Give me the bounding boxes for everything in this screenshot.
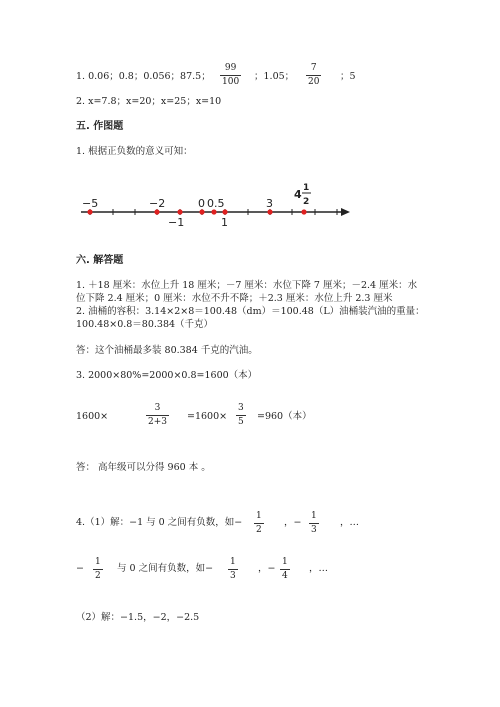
- answer-line-1-prefix: 1. 0.06；0.8；0.056；87.5；: [76, 71, 211, 82]
- fraction-1-2: [93, 557, 103, 582]
- section-heading-5: 五. 作图题: [76, 121, 124, 132]
- q4-line1-prefix: 4.（1）解：−1 与 0 之间有负数，如−: [76, 517, 243, 528]
- point-0-5: [211, 209, 216, 214]
- fraction-7-20: [306, 63, 321, 88]
- fraction-numerator: 1: [282, 557, 288, 567]
- answer-line-1-mid: ；1.05；: [254, 71, 295, 82]
- fraction-denominator: 2: [95, 571, 101, 581]
- calc-suffix: =960（本）: [257, 411, 312, 422]
- answer-line-2: 2. x=7.8；x=20；x=25；x=10: [76, 96, 222, 107]
- answer-6-2-line-2: 100.48×0.8＝80.384（千克）: [76, 319, 214, 330]
- question-5-1: 1. 根据正负数的意义可知：: [76, 146, 193, 157]
- fraction-3-5: [236, 403, 246, 428]
- fraction-1-3: [309, 511, 319, 536]
- section-heading-6: 六. 解答题: [76, 255, 124, 266]
- fraction-numerator: 1: [230, 557, 236, 567]
- answer-6-2-conclusion: 答：这个油桶最多装 80.384 千克的汽油。: [76, 345, 258, 356]
- point-4-5: [301, 209, 306, 214]
- point-neg1: [177, 209, 182, 214]
- point-neg2: [154, 209, 159, 214]
- q4-line3: （2）解：−1.5，−2，−2.5: [76, 612, 200, 623]
- q4-line2-prefix: −: [76, 563, 84, 574]
- label-neg1: −1: [168, 216, 185, 228]
- q4-line2-suffix: ，…: [309, 563, 329, 574]
- fraction-denominator: 20: [308, 77, 320, 87]
- fraction-denominator: 5: [238, 417, 244, 427]
- calc-mid: =1600×: [187, 411, 228, 422]
- answer-6-1-line-1: 1. ＋18 厘米：水位上升 18 厘米；－7 厘米：水位下降 7 厘米；－2.4 厘米：水: [76, 280, 418, 291]
- q4-line2-mid2: ，−: [258, 563, 276, 574]
- q4-line1-mid: ，−: [284, 517, 302, 528]
- q4-line1-suffix: ，…: [340, 517, 360, 528]
- label-4-frac-den: 2: [303, 197, 310, 207]
- fraction-denominator: 2: [256, 525, 262, 535]
- fraction-numerator: 1: [95, 557, 101, 567]
- point-neg5: [87, 209, 92, 214]
- fraction-denominator: 3: [230, 571, 236, 581]
- fraction-99-100: [220, 63, 241, 88]
- label-0-5: 0.5: [207, 197, 225, 210]
- fraction-1-2: [254, 511, 264, 536]
- fraction-numerator: 1: [311, 511, 317, 521]
- label-neg2: −2: [149, 197, 166, 210]
- fraction-denominator: 100: [222, 77, 240, 87]
- q4-line2-mid1: 与 0 之间有负数，如−: [117, 563, 214, 574]
- answer-line-1-suffix: ；5: [340, 71, 356, 82]
- answer-6-2-line-1: 2. 油桶的容积：3.14×2×8＝100.48（dm）＝100.48（L）油桶装汽油的重量：: [76, 306, 425, 317]
- answer-6-1-line-2: 位下降 2.4 厘米；0 厘米：水位不升不降；＋2.3 厘米：水位上升 2.3 厘米: [76, 293, 393, 304]
- label-4-whole: 4: [294, 188, 302, 201]
- label-4-frac-num: 1: [303, 183, 310, 193]
- point-1: [222, 209, 227, 214]
- fraction-numerator: 3: [238, 403, 244, 413]
- fraction-numerator: 3: [154, 403, 161, 413]
- fraction-numerator: 99: [224, 63, 237, 73]
- fraction-numerator: 1: [256, 511, 262, 521]
- fraction-1-4: [280, 557, 290, 582]
- fraction-denominator: 3: [311, 525, 317, 535]
- label-1: 1: [221, 216, 228, 228]
- fraction-numerator: 7: [310, 63, 317, 73]
- fraction-3-over-2plus3: [146, 403, 169, 428]
- point-3: [267, 209, 272, 214]
- answer-6-3-line: 3. 2000×80%=2000×0.8=1600（本）: [76, 370, 258, 381]
- calc-prefix: 1600×: [76, 411, 109, 422]
- answer-6-3-conclusion: 答： 高年级可以分得 960 本 。: [76, 462, 211, 473]
- fraction-1-3: [228, 557, 238, 582]
- label-3: 3: [266, 197, 273, 210]
- label-neg5: −5: [82, 197, 99, 210]
- number-line: [76, 176, 366, 228]
- fraction-denominator: 4: [282, 571, 288, 581]
- axis-arrow-icon: [341, 208, 350, 216]
- fraction-denominator: 2+3: [148, 417, 167, 427]
- label-0: 0: [198, 197, 205, 210]
- point-0: [199, 209, 204, 214]
